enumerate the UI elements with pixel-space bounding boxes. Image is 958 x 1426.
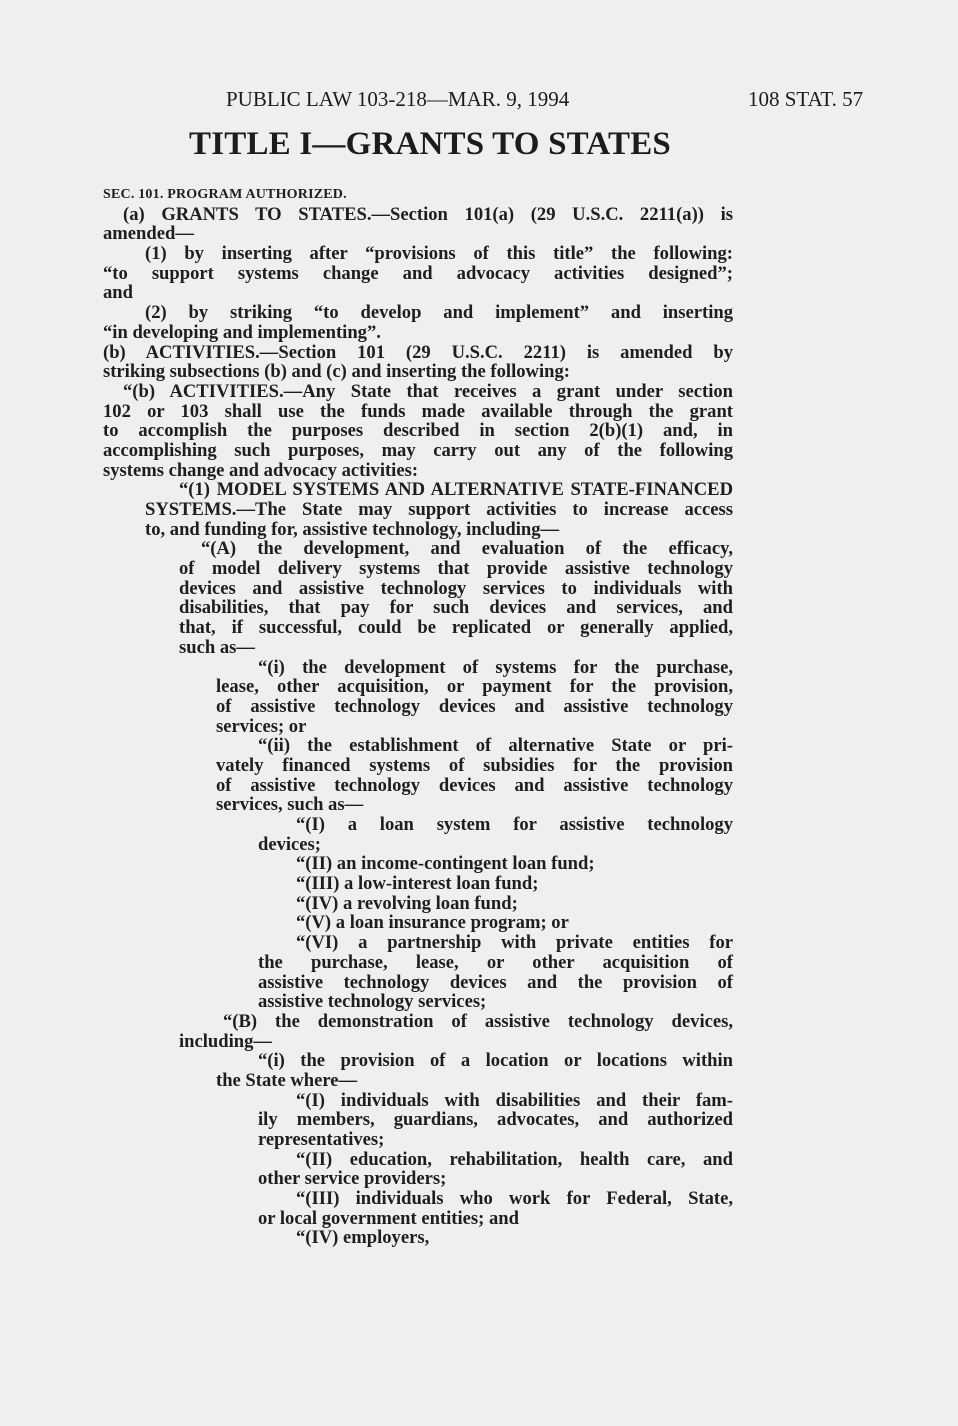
text-line: to accomplish the purposes described in section 2(b)(1) and, in xyxy=(103,420,733,442)
text-line: (1) by inserting after “provisions of this title” the following: xyxy=(145,243,733,265)
text-line: “(b) ACTIVITIES.—Any State that receives a grant under section xyxy=(123,380,733,402)
text-line: “(I) individuals with disabilities and their fam- xyxy=(296,1089,733,1111)
text-line: or local government entities; and xyxy=(258,1207,519,1229)
text-line: (2) by striking “to develop and implement” and inserting xyxy=(145,302,733,324)
text-line: “(B) the demonstration of assistive technology devices, xyxy=(223,1010,733,1032)
text-line: services; or xyxy=(216,715,307,737)
text-line: and xyxy=(103,282,133,304)
text-line: “(III) individuals who work for Federal, State, xyxy=(296,1188,733,1210)
text-line: “(i) the development of systems for the purchase, xyxy=(258,656,733,678)
text-line: 102 or 103 shall use the funds made available through the grant xyxy=(103,400,733,422)
statute-body xyxy=(103,185,733,1248)
text-line: “(IV) a revolving loan fund; xyxy=(296,892,518,914)
text-line: accomplishing such purposes, may carry out any of the following xyxy=(103,439,733,461)
text-line: such as— xyxy=(179,636,255,658)
text-line: SYSTEMS.—The State may support activities to increase access xyxy=(145,499,733,520)
text-line: disabilities, that pay for such devices and services, and xyxy=(179,597,733,619)
text-line: amended— xyxy=(103,223,194,245)
running-header-stat-page: 108 STAT. 57 xyxy=(748,87,864,111)
text-line: “in developing and implementing”. xyxy=(103,321,381,343)
text-line: services, such as— xyxy=(216,794,364,816)
text-line: “(VI) a partnership with private entities for xyxy=(296,932,733,954)
text-line: representatives; xyxy=(258,1129,385,1150)
text-line: assistive technology devices and the provision of xyxy=(258,971,733,993)
title-heading: TITLE I—GRANTS TO STATES xyxy=(189,126,671,162)
section-heading: SEC. 101. PROGRAM AUTHORIZED. xyxy=(103,187,347,202)
text-line: “(ii) the establishment of alternative State or pri- xyxy=(258,735,733,757)
text-line: (b) ACTIVITIES.—Section 101 (29 U.S.C. 2211) is amended by xyxy=(103,341,733,363)
text-line: “(A) the development, and evaluation of the efficacy, xyxy=(201,538,733,560)
text-line: ily members, guardians, advocates, and authorized xyxy=(258,1109,733,1131)
text-line: “(V) a loan insurance program; or xyxy=(296,912,569,934)
text-line: devices; xyxy=(258,833,321,855)
text-line: vately financed systems of subsidies for the provision xyxy=(216,754,733,776)
text-line: including— xyxy=(179,1030,273,1052)
running-header-citation: PUBLIC LAW 103-218—MAR. 9, 1994 xyxy=(226,87,570,111)
text-line: “(II) education, rehabilitation, health care, and xyxy=(296,1148,733,1170)
text-line: of model delivery systems that provide assistive technology xyxy=(179,558,733,580)
text-line: “(IV) employers, xyxy=(296,1227,430,1249)
text-line: other service providers; xyxy=(258,1168,447,1190)
text-line: devices and assistive technology services to individuals with xyxy=(179,577,733,599)
text-line: “(1) MODEL SYSTEMS AND ALTERNATIVE STATE-FINANCED xyxy=(179,479,733,501)
text-line: to, and funding for, assistive technology, including— xyxy=(145,518,560,540)
text-line: that, if successful, could be replicated or generally applied, xyxy=(179,617,733,639)
text-line: the State where— xyxy=(216,1069,358,1091)
text-line: the purchase, lease, or other acquisition of xyxy=(258,951,733,973)
text-line: (a) GRANTS TO STATES.—Section 101(a) (29 U.S.C. 2211(a)) is xyxy=(123,203,733,225)
text-line: “(i) the provision of a location or locations within xyxy=(258,1050,733,1072)
text-line: systems change and advocacy activities: xyxy=(103,459,419,481)
text-line: “to support systems change and advocacy activities designed”; xyxy=(103,262,733,284)
text-line: “(I) a loan system for assistive technology xyxy=(296,814,733,835)
text-line: “(III) a low-interest loan fund; xyxy=(296,873,539,895)
text-line: “(II) an income-contingent loan fund; xyxy=(296,853,595,875)
text-line: lease, other acquisition, or payment for the provision, xyxy=(216,676,733,698)
text-line: striking subsections (b) and (c) and inserting the following: xyxy=(103,361,570,383)
text-line: assistive technology services; xyxy=(258,991,487,1013)
text-line: of assistive technology devices and assistive technology xyxy=(216,774,733,796)
text-line: of assistive technology devices and assistive technology xyxy=(216,695,733,717)
